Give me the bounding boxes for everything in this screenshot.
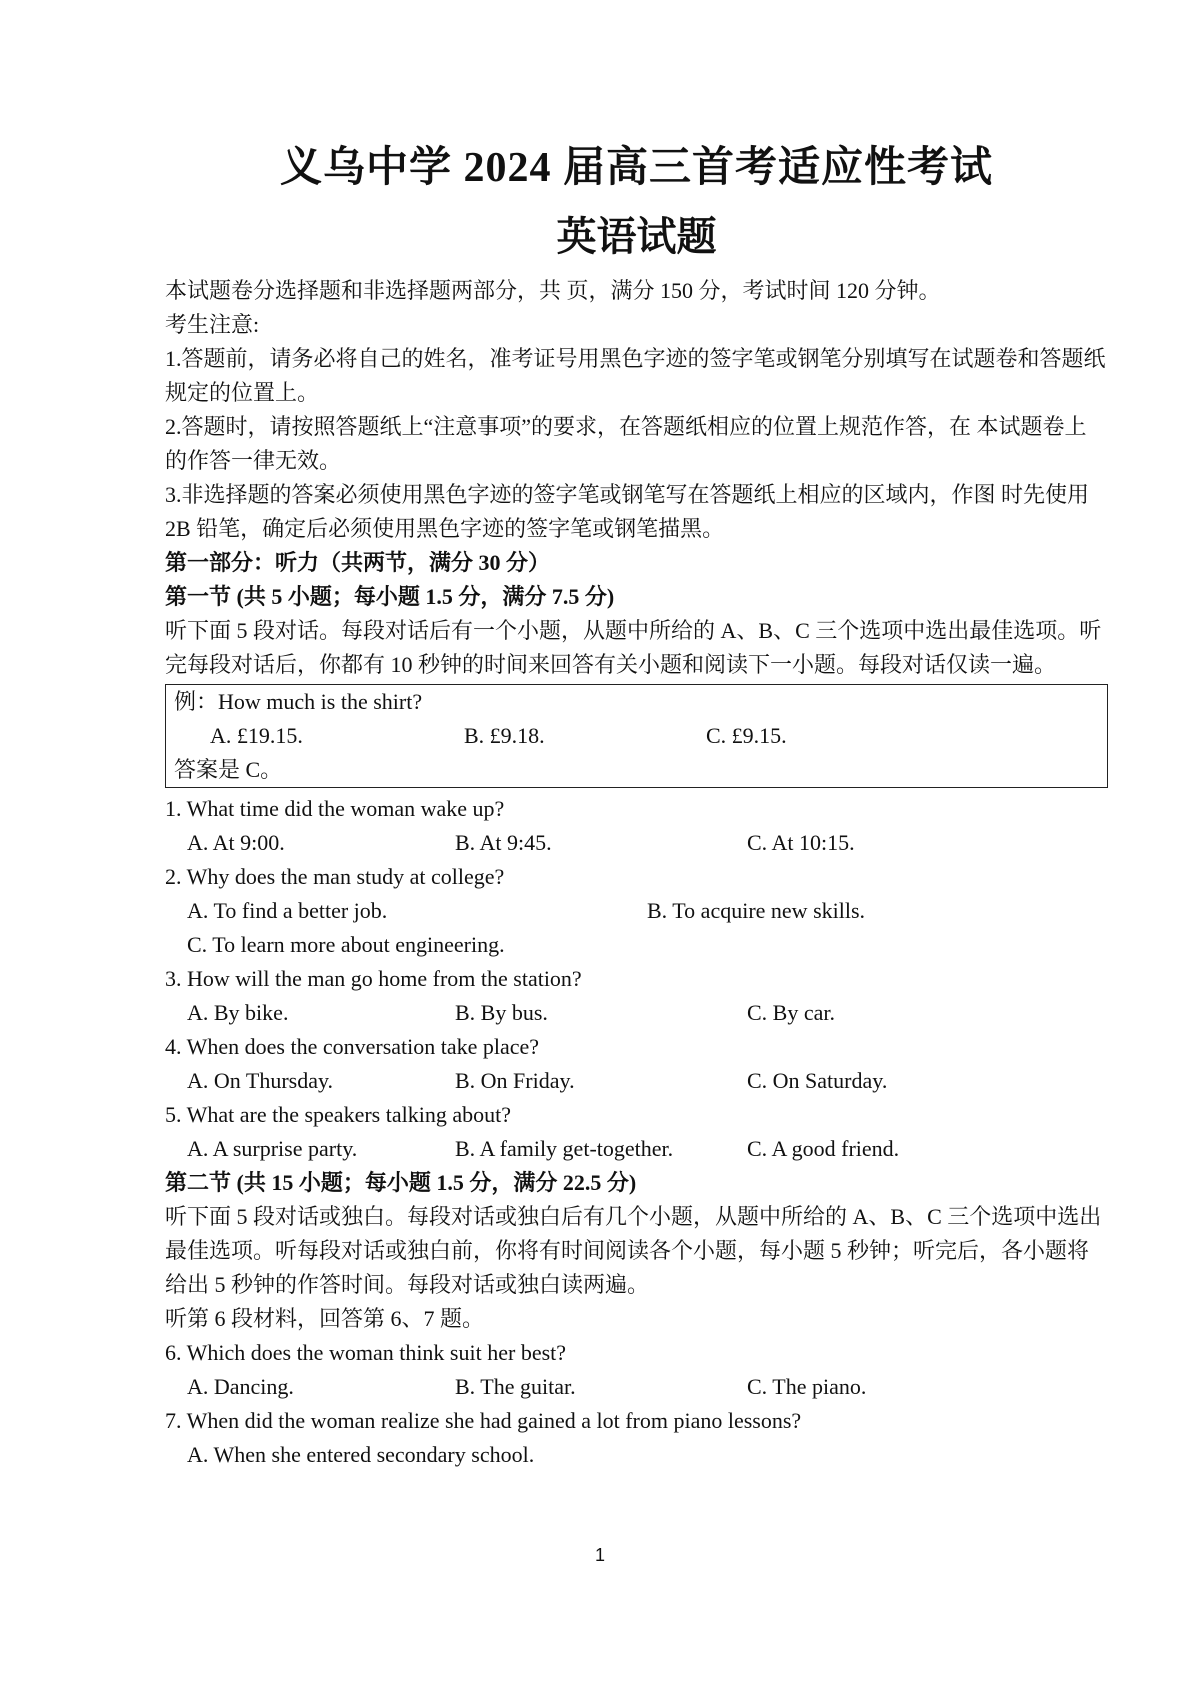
option-c: C. To learn more about engineering. — [187, 932, 505, 957]
question-6-options — [165, 1370, 1108, 1404]
example-option-b: B. £9.18. — [464, 723, 545, 748]
option-c: C. By car. — [747, 1000, 835, 1025]
exam-subtitle: 英语试题 — [556, 214, 717, 259]
page-number: 1 — [594, 1545, 605, 1565]
section1-instructions: 听下面 5 段对话。每段对话后有一个小题，从题中所给的 A、B、C 三个选项中选出最佳选项。听完每段对话后，你都有 10 秒钟的时间来回答有关小题和阅读下一小题。每段对话仅读一遍。 — [165, 618, 1102, 677]
intro-line: 本试题卷分选择题和非选择题两部分，共 页，满分 150 分，考试时间 120 分钟。 — [165, 278, 941, 303]
option-b: B. By bus. — [455, 1000, 548, 1025]
notice-heading: 考生注意: — [165, 312, 260, 337]
example-option-c: C. £9.15. — [706, 723, 787, 748]
option-a: A. On Thursday. — [187, 1068, 334, 1093]
question-7: 7. When did the woman realize she had gained a lot from piano lessons? — [165, 1408, 802, 1433]
notice-item-1: 1.答题前，请务必将自己的姓名，准考证号用黑色字迹的签字笔或钢笔分别填写在试题卷和答题纸规定的位置上。 — [165, 346, 1106, 405]
option-b: B. On Friday. — [455, 1068, 575, 1093]
question-5-options — [165, 1132, 1108, 1166]
option-a: A. At 9:00. — [187, 830, 285, 855]
example-answer: 答案是 C。 — [174, 757, 283, 782]
example-options — [174, 719, 1099, 753]
question-5: 5. What are the speakers talking about? — [165, 1102, 511, 1127]
option-a: A. A surprise party. — [187, 1136, 358, 1161]
notice-item-2: 2.答题时，请按照答题纸上“注意事项”的要求，在答题纸相应的位置上规范作答，在 本试题卷上的作答一律无效。 — [165, 414, 1087, 473]
example-option-a: A. £19.15. — [210, 723, 303, 748]
question-6: 6. Which does the woman think suit her best? — [165, 1340, 567, 1365]
question-3-options — [165, 996, 1108, 1030]
option-b: B. To acquire new skills. — [647, 898, 866, 923]
option-c: C. At 10:15. — [747, 830, 855, 855]
section2-instructions: 听下面 5 段对话或独白。每段对话或独白后有几个小题，从题中所给的 A、B、C 三个选项中选出最佳选项。听每段对话或独白前，你将有时间阅读各个小题，每小题 5 秒钟；听完后，各小题将给出 5 秒钟的作答时间。每段对话或独白读两遍。 — [165, 1204, 1102, 1297]
section2-heading: 第二节 (共 15 小题；每小题 1.5 分，满分 22.5 分) — [165, 1170, 637, 1195]
question-1: 1. What time did the woman wake up? — [165, 796, 505, 821]
option-a: A. When she entered secondary school. — [187, 1442, 535, 1467]
question-3: 3. How will the man go home from the station? — [165, 966, 582, 991]
notice-item-3: 3.非选择题的答案必须使用黑色字迹的签字笔或钢笔写在答题纸上相应的区域内，作图 时先使用 2B 铅笔，确定后必须使用黑色字迹的签字笔或钢笔描黑。 — [165, 482, 1090, 541]
question-7-options — [165, 1438, 1108, 1472]
option-a: A. To find a better job. — [187, 898, 388, 923]
section1-heading: 第一节 (共 5 小题；每小题 1.5 分，满分 7.5 分) — [165, 584, 615, 609]
question-4: 4. When does the conversation take place? — [165, 1034, 540, 1059]
option-c: C. On Saturday. — [747, 1068, 888, 1093]
option-b: B. At 9:45. — [455, 830, 552, 855]
option-a: A. Dancing. — [187, 1374, 294, 1399]
question-1-options — [165, 826, 1108, 860]
question-2-options-row2 — [165, 928, 1108, 962]
example-box — [165, 684, 1108, 788]
option-a: A. By bike. — [187, 1000, 289, 1025]
question-4-options — [165, 1064, 1108, 1098]
material-note: 听第 6 段材料，回答第 6、7 题。 — [165, 1306, 485, 1331]
question-2-options — [165, 894, 1108, 928]
option-c: C. The piano. — [747, 1374, 867, 1399]
example-question: 例：How much is the shirt? — [174, 689, 423, 714]
exam-title: 义乌中学 2024 届高三首考适应性考试 — [279, 145, 993, 191]
part1-heading: 第一部分：听力（共两节，满分 30 分） — [165, 550, 551, 575]
question-2: 2. Why does the man study at college? — [165, 864, 505, 889]
option-c: C. A good friend. — [747, 1136, 900, 1161]
option-b: B. The guitar. — [455, 1374, 576, 1399]
option-b: B. A family get-together. — [455, 1136, 674, 1161]
